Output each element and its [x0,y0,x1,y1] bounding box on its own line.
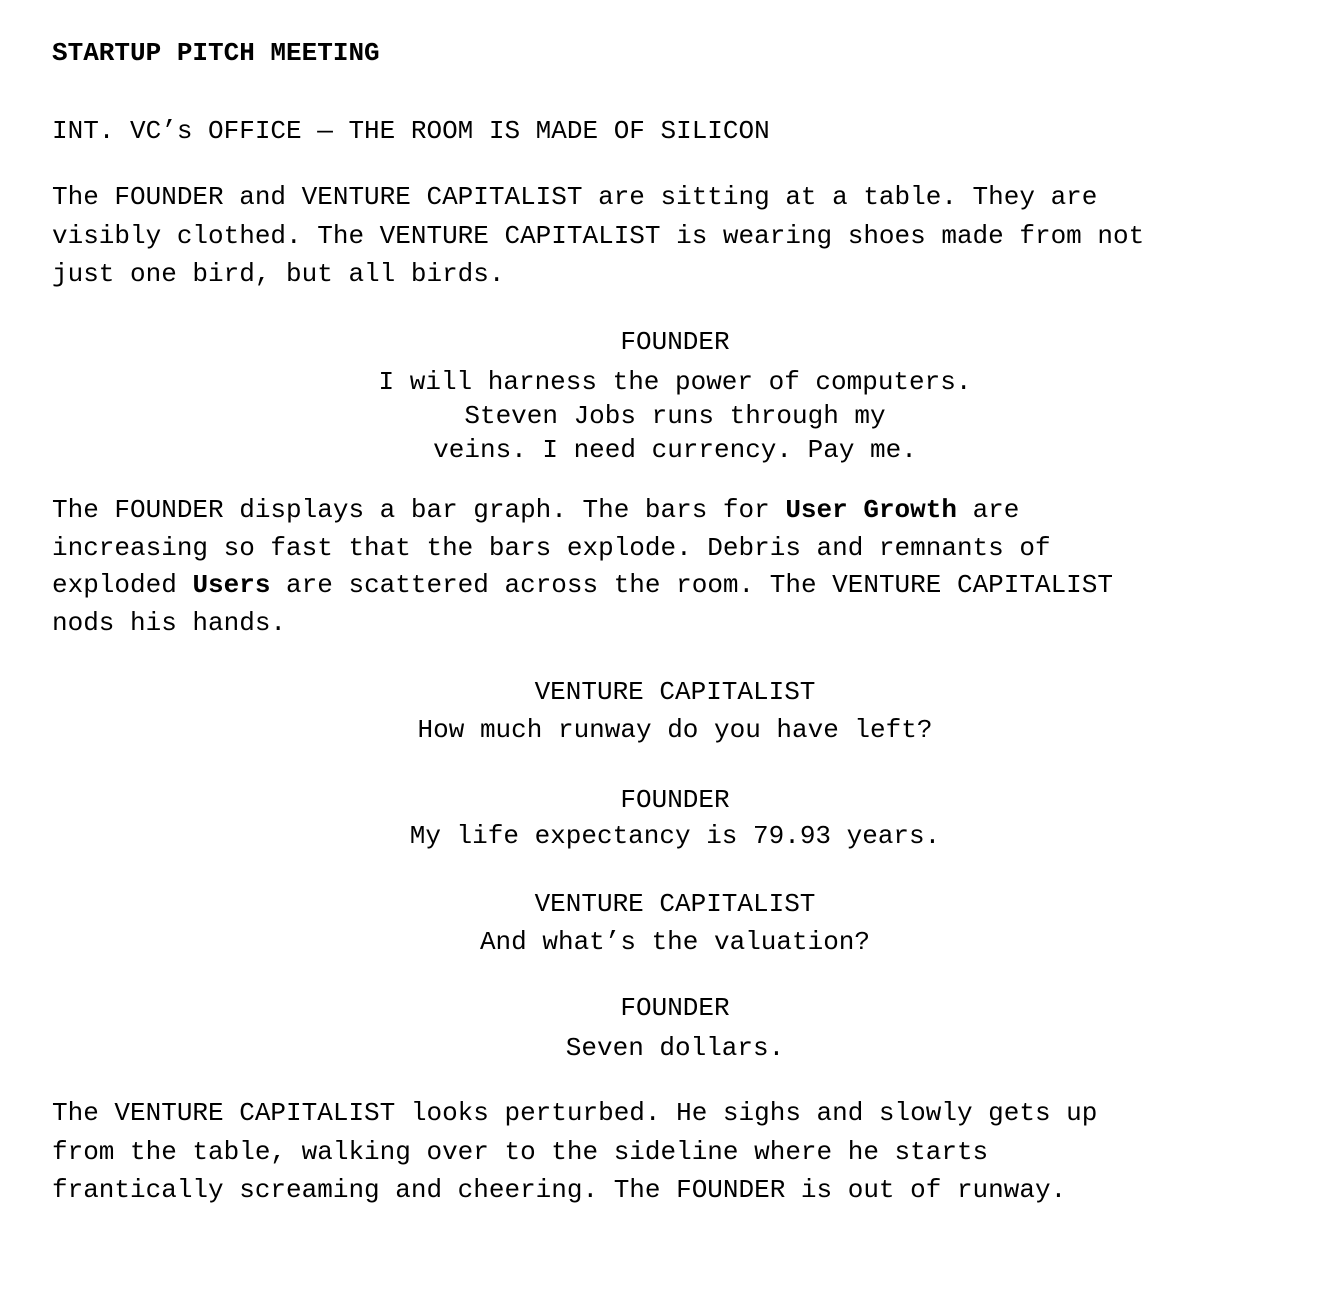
dialogue-line: How much runway do you have left? [417,715,933,745]
action-paragraph-2 [52,492,1292,642]
dialogue-block-founder-3 [52,991,1298,1065]
action-paragraph-1 [52,178,1292,294]
action-line: increasing so fast that the bars explode. Debris and remnants of [52,532,1051,563]
action-text: exploded [52,570,193,600]
dialogue-line: Seven dollars. [565,1033,785,1063]
dialogue-line: veins. I need currency. Pay me. [433,435,917,465]
character-name: FOUNDER [620,327,730,357]
action-line: visibly clothed. The VENTURE CAPITALIST is wearing shoes made from not [52,220,1145,251]
action-text: are [956,495,1020,525]
action-line: frantically screaming and cheering. The FOUNDER is out of runway. [52,1175,1067,1205]
dialogue-block-vc-2 [52,887,1298,959]
scene-heading: INT. VC’s OFFICE — THE ROOM IS MADE OF SILICON [52,116,770,146]
character-name: FOUNDER [620,785,730,815]
dialogue-line: I will harness the power of computers. [378,367,972,397]
action-line: just one bird, but all birds. [52,259,505,289]
action-line: The VENTURE CAPITALIST looks perturbed. He sighs and slowly gets up [52,1098,1098,1128]
script-title: STARTUP PITCH MEETING [52,38,380,68]
dialogue-block-vc-1 [52,675,1298,747]
dialogue-line: Steven Jobs runs through my [464,401,886,431]
action-paragraph-3 [52,1094,1292,1210]
emphasis-users: Users [192,570,271,600]
action-text: are scattered across the room. The VENTURE CAPITALIST [270,570,1113,600]
action-line [52,567,1292,605]
character-name: FOUNDER [620,993,730,1023]
action-line: The FOUNDER and VENTURE CAPITALIST are sitting at a table. They are [52,182,1098,212]
dialogue-block-founder-2 [52,783,1298,853]
dialogue-line: My life expectancy is 79.93 years. [409,821,941,851]
character-name: VENTURE CAPITALIST [534,677,816,707]
action-line: from the table, walking over to the sideline where he starts [52,1136,989,1167]
dialogue-line: And what’s the valuation? [479,927,871,957]
emphasis-user-growth: User Growth [785,495,957,525]
action-text: The FOUNDER displays a bar graph. The bars for [52,495,786,525]
action-line: nods his hands. [52,607,287,638]
character-name: VENTURE CAPITALIST [534,889,816,919]
action-line [52,492,1292,530]
dialogue-block-founder-1 [52,325,1298,467]
